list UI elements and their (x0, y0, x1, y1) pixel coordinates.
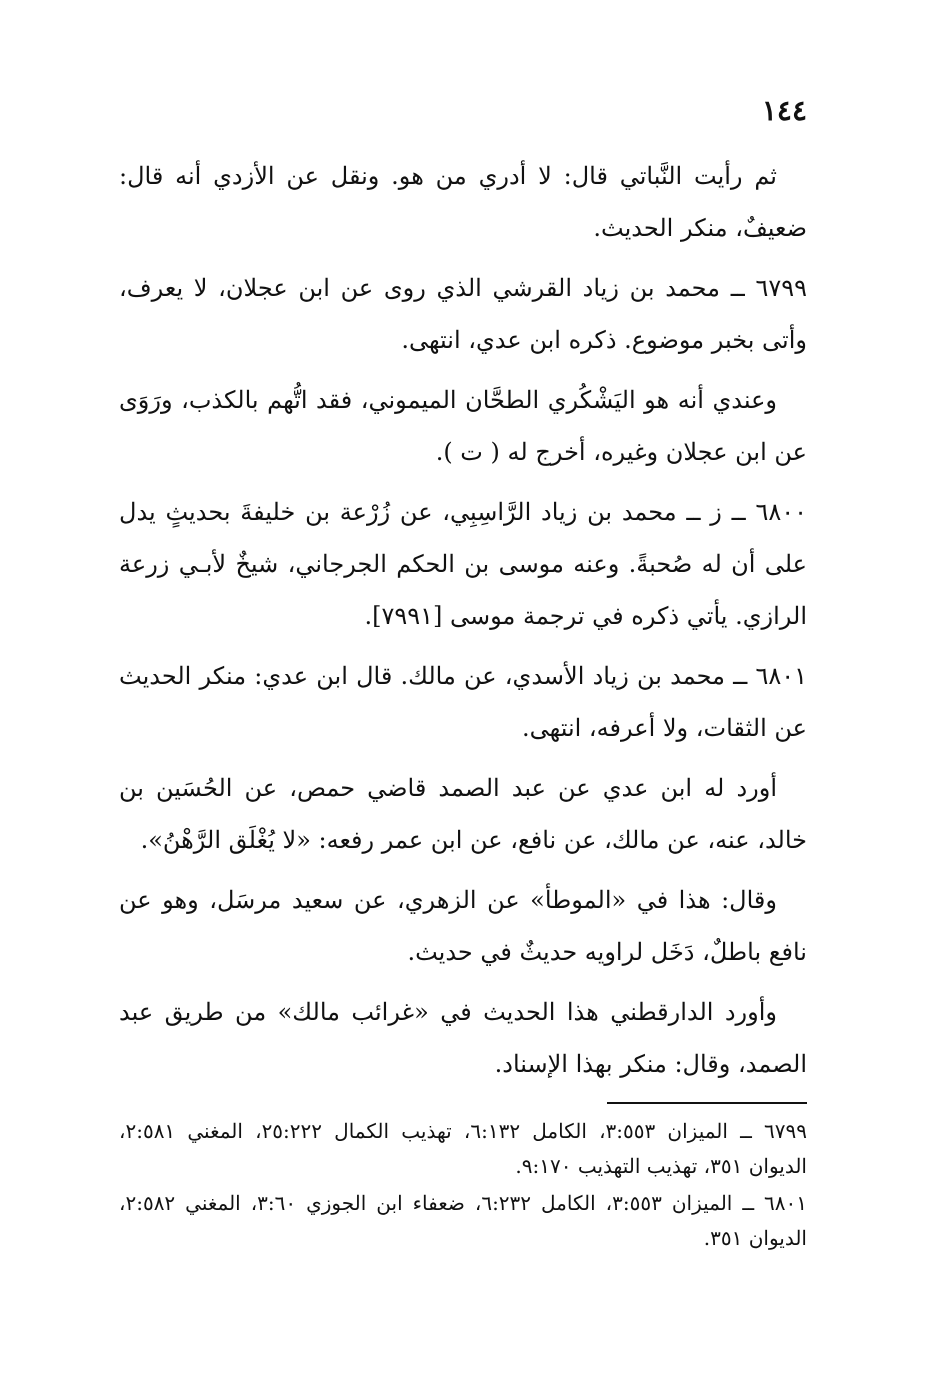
paragraph-hadith: أورد له ابن عدي عن عبد الصمد قاضي حمص، عن الحُسَين بن خالد، عنه، عن مالك، عن نافع، عن ابن عمر رفعه: «لا يُغْلَق الرَّهْنُ». (119, 774, 807, 854)
footnotes (119, 1114, 807, 1258)
entry-6801: ٦٨٠١ ــ محمد بن زياد الأسدي، عن مالك. قال ابن عدي: منكر الحديث عن الثقات، ولا أعرفه، انتهى. (119, 662, 807, 742)
paragraph-remark: وقال: هذا في «الموطأ» عن الزهري، عن سعيد مرسَل، وهو عن نافع باطلٌ، دَخَل لراويه حديثٌ في حديث. (119, 886, 807, 966)
entry-6800: ٦٨٠٠ ــ ز ــ محمد بن زياد الرَّاسِبِي، عن زُرْعة بن خليفةَ بحديثٍ يدل على أن له صُحبةً. وعنه موسى بن الحكم الجرجاني، شيخٌ لأبـي زرعة الرازي. يأتي ذكره في ترجمة موسى [٧٩٩١]. (119, 498, 807, 630)
footnote-6799: ٦٧٩٩ ــ الميزان ٣:٥٥٣، الكامل ٦:١٣٢، تهذيب الكمال ٢٥:٢٢٢، المغني ٢:٥٨١، الديوان ٣٥١، تهذيب التهذيب ٩:١٧٠. (119, 1119, 807, 1178)
entry-6799: ٦٧٩٩ ــ محمد بن زياد القرشي الذي روى عن ابن عجلان، لا يعرف، وأتى بخبر موضوع. ذكره ابن عدي، انتهى. (119, 274, 807, 354)
main-text (119, 150, 807, 1098)
paragraph-daraqutni: وأورد الدارقطني هذا الحديث في «غرائب مالك» من طريق عبد الصمد، وقال: منكر بهذا الإسناد. (119, 998, 807, 1078)
paragraph-commentary-6799: وعندي أنه هو اليَشْكُري الطحَّان الميموني، فقد اتُّهم بالكذب، ورَوَى عن ابن عجلان وغيره، أخرج له ( ت ). (119, 386, 807, 466)
footnote-divider (607, 1102, 807, 1104)
page-number: ١٤٤ (761, 94, 807, 127)
paragraph-intro: ثم رأيت النَّباتي قال: لا أدري من هو. ونقل عن الأزدي أنه قال: ضعيفٌ، منكر الحديث. (119, 162, 807, 242)
footnote-6801: ٦٨٠١ ــ الميزان ٣:٥٥٣، الكامل ٦:٢٣٢، ضعفاء ابن الجوزي ٣:٦٠، المغني ٢:٥٨٢، الديوان ٣٥١. (119, 1191, 807, 1250)
